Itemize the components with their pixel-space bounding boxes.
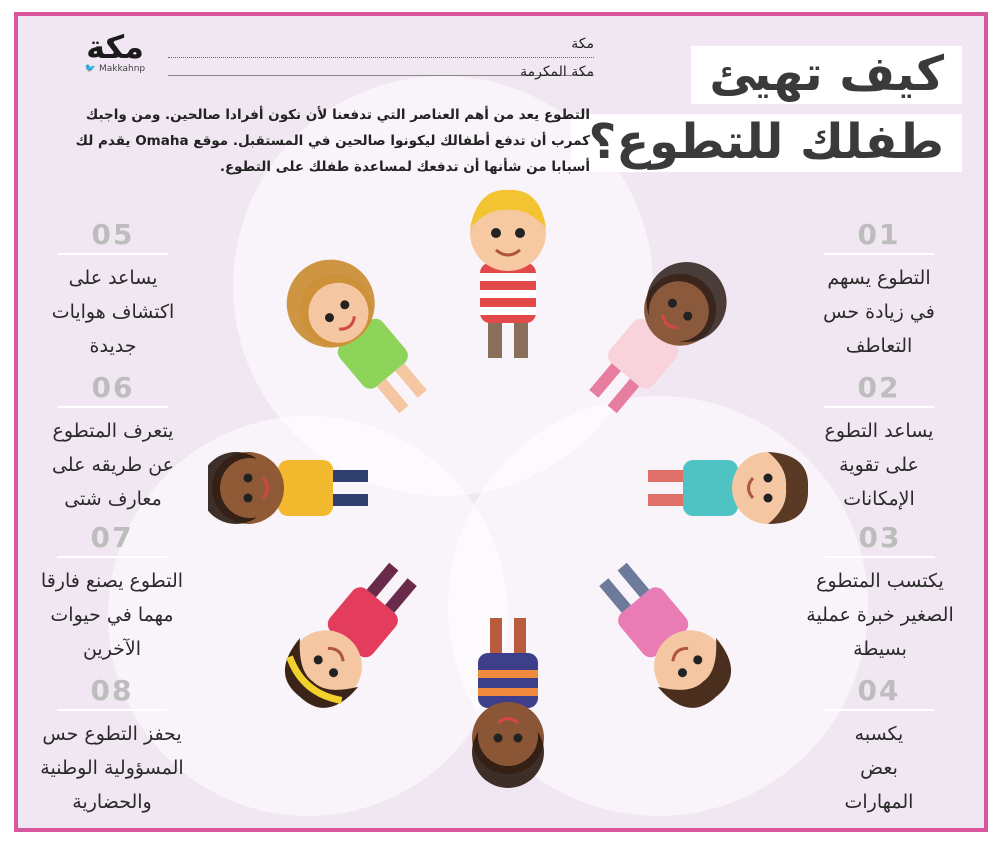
source-city: مكة [571,36,594,52]
twitter-bird-icon: 🐦 [84,64,97,74]
brand-logo [70,30,160,74]
tip-04 [794,674,964,819]
kid-top-left [269,242,447,430]
tip-line: بعض [860,757,898,779]
tip-line: معارف شتى [64,488,162,510]
kid-top [470,190,546,358]
tip-line: يكتسب المتطوع [816,570,944,592]
source-divider [168,57,594,58]
tip-line: يحفز التطوع حس [42,723,182,745]
tip-number: 06 [58,371,168,408]
kid-bottom-left [271,550,432,721]
tip-line: الآخرين [82,638,142,660]
tip-06 [28,371,198,516]
title-line-1: كيف تهيئ [691,46,962,104]
tip-line: يتعرف المتطوع [52,420,174,442]
tip-line: في زيادة حس [823,301,935,323]
tip-01 [794,218,964,363]
tip-number: 01 [824,218,934,255]
twitter-handle [70,64,160,74]
kid-left [208,452,368,524]
tip-line: يساعد على [68,267,158,289]
tip-line: بسيطة [853,638,907,660]
tip-02 [794,371,964,516]
tip-number: 05 [58,218,168,255]
tip-line: المهارات [844,791,914,813]
logo-wordmark: مكة [86,28,144,66]
tip-08 [22,674,202,819]
intro-line: التطوع يعد من أهم العناصر التي تدفعنا لأن نكون أفرادا صالحين. ومن واجبك [85,107,590,123]
tip-number: 08 [57,674,167,711]
source-block [168,36,594,80]
infographic-frame [14,12,988,832]
kid-right [648,452,808,524]
tip-line: مهما في حيوات [50,604,174,626]
tip-number: 07 [57,521,167,558]
tip-line: على تقوية [839,454,919,476]
kid-top-right [572,246,743,428]
tip-line: يساعد التطوع [824,420,934,442]
tip-07 [22,521,202,666]
tip-line: عن طريقه على [51,454,175,476]
intro-line: كمرب أن تدفع أطفالك ليكونوا صالحين في المستقبل. موقع Omaha يقدم لك [75,133,590,149]
title-line-2: طفلك للتطوع؟ [571,114,962,172]
tip-line: التطوع يسهم [827,267,931,289]
tip-line: التطوع يصنع فارقا [40,570,184,592]
kid-bottom [472,618,544,788]
tip-line: التعاطف [845,335,913,357]
tip-line: الصغير خبرة عملية [806,604,954,626]
tip-line: يكسبه [854,723,904,745]
tip-line: اكتشاف هوايات [51,301,175,323]
tip-03 [790,521,970,666]
tip-number: 04 [824,674,934,711]
children-circle-illustration [208,188,808,788]
kid-bottom-right [584,550,745,721]
tip-05 [28,218,198,363]
source-region: مكة المكرمة [520,64,594,80]
handle-text: Makkahnp [98,64,146,74]
tip-line: الإمكانات [843,488,915,510]
tip-number: 03 [825,521,935,558]
intro-line: أسبابا من شأنها أن تدفعك لمساعدة طفلك على التطوع. [219,159,590,175]
tip-line: جديدة [89,335,137,357]
intro-paragraph [70,102,590,180]
tip-line: والحضارية [72,791,152,813]
tip-line: المسؤولية الوطنية [40,757,184,779]
tip-number: 02 [824,371,934,408]
